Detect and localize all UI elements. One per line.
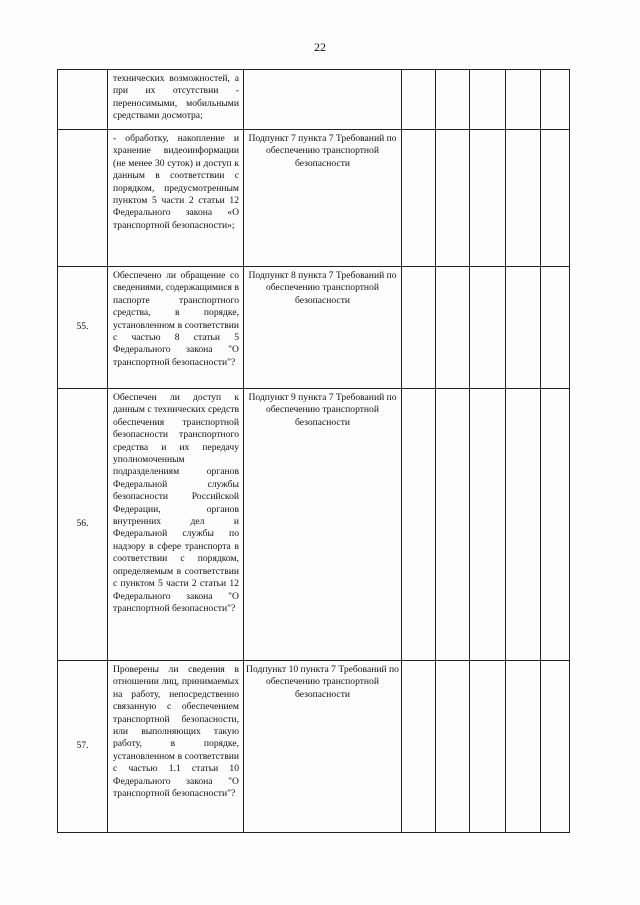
answer-yes-cell[interactable] bbox=[402, 389, 436, 661]
answer-yes-cell[interactable] bbox=[402, 267, 436, 389]
question-cell: Обеспечен ли доступ к данным с технических средств обеспечения транспортной безопасности транспортного средства и их передачу уполномоченным подразделениям органов Федеральной службы безопасности Российской Федерации, органов внутренних дел и Федеральной службы по надзору в сфере транспорта в соответствии с порядком, определяемым в соответствии с пунктом 5 части 2 статьи 12 Федерального закона "О транспортной безопасности"? bbox=[108, 389, 244, 661]
answer-yes-cell[interactable] bbox=[402, 130, 436, 267]
reference-cell: Подпункт 10 пункта 7 Требований по обеспечению транспортной безопасности bbox=[244, 661, 402, 833]
table-row bbox=[58, 661, 570, 833]
reference-cell: Подпункт 8 пункта 7 Требований по обеспечению транспортной безопасности bbox=[244, 267, 402, 389]
answer-no-cell[interactable] bbox=[436, 70, 470, 130]
note-cell[interactable] bbox=[541, 661, 570, 833]
note-cell[interactable] bbox=[541, 70, 570, 130]
answer-na-cell[interactable] bbox=[470, 130, 506, 267]
answer-na-cell[interactable] bbox=[470, 661, 506, 833]
reference-cell: Подпункт 7 пункта 7 Требований по обеспечению транспортной безопасности bbox=[244, 130, 402, 267]
question-cell: Обеспечено ли обращение со сведениями, содержащимися в паспорте транспортного средства, в порядке, установленном в соответствии с частью 8 статьи 5 Федерального закона "О транспортной безопасности"? bbox=[108, 267, 244, 389]
answer-na-cell[interactable] bbox=[470, 70, 506, 130]
note-cell[interactable] bbox=[541, 267, 570, 389]
comment-cell[interactable] bbox=[506, 130, 541, 267]
row-number bbox=[58, 70, 108, 130]
comment-cell[interactable] bbox=[506, 267, 541, 389]
answer-no-cell[interactable] bbox=[436, 130, 470, 267]
comment-cell[interactable] bbox=[506, 661, 541, 833]
row-number: 56. bbox=[58, 389, 108, 661]
table-row bbox=[58, 70, 570, 130]
note-cell[interactable] bbox=[541, 389, 570, 661]
reference-cell: Подпункт 9 пункта 7 Требований по обеспечению транспортной безопасности bbox=[244, 389, 402, 661]
row-number bbox=[58, 130, 108, 267]
answer-na-cell[interactable] bbox=[470, 389, 506, 661]
answer-yes-cell[interactable] bbox=[402, 70, 436, 130]
question-cell: Проверены ли сведения в отношении лиц, принимаемых на работу, непосредственно связанную с обеспечением транспортной безопасности, или выполняющих такую работу, в порядке, установленном в соответствии с частью 1.1 статьи 10 Федерального закона "О транспортной безопасности"? bbox=[108, 661, 244, 833]
checklist-table bbox=[57, 69, 570, 833]
row-number: 57. bbox=[58, 661, 108, 833]
table-row bbox=[58, 389, 570, 661]
answer-no-cell[interactable] bbox=[436, 267, 470, 389]
question-cell: - обработку, накопление и хранение видеоинформации (не менее 30 суток) и доступ к данным в соответствии с порядком, предусмотренным пунктом 5 части 2 статьи 12 Федерального закона «О транспортной безопасности»; bbox=[108, 130, 244, 267]
comment-cell[interactable] bbox=[506, 389, 541, 661]
table-row bbox=[58, 130, 570, 267]
reference-cell bbox=[244, 70, 402, 130]
page-number: 22 bbox=[314, 40, 326, 54]
answer-no-cell[interactable] bbox=[436, 661, 470, 833]
answer-na-cell[interactable] bbox=[470, 267, 506, 389]
answer-no-cell[interactable] bbox=[436, 389, 470, 661]
answer-yes-cell[interactable] bbox=[402, 661, 436, 833]
question-cell: технических возможностей, а при их отсутствии - переносимыми, мобильными средствами досмотра; bbox=[108, 70, 244, 130]
table-row bbox=[58, 267, 570, 389]
comment-cell[interactable] bbox=[506, 70, 541, 130]
note-cell[interactable] bbox=[541, 130, 570, 267]
row-number: 55. bbox=[58, 267, 108, 389]
